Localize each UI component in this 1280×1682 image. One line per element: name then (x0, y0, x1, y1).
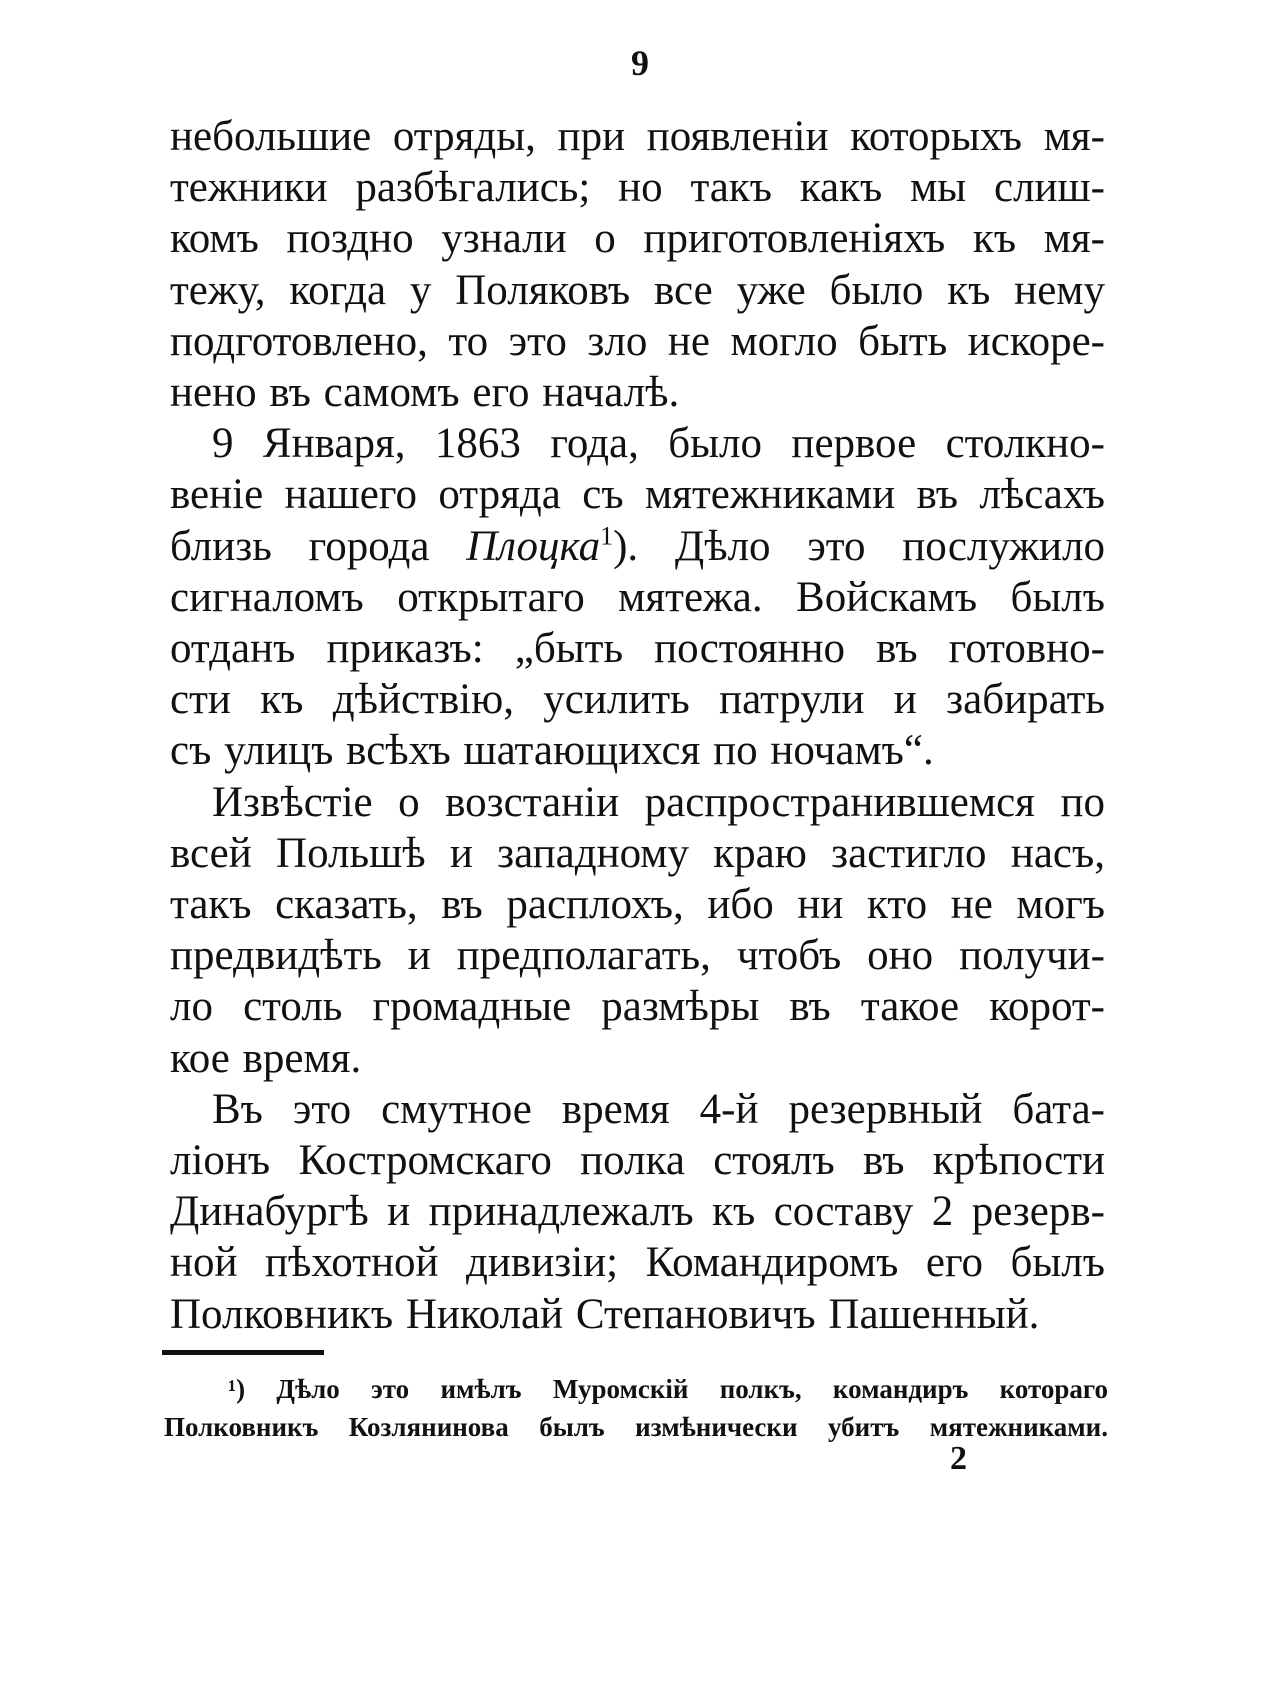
text-line: тежу, когда у Поляковъ все уже было къ нему (170, 267, 1105, 314)
text-line: сти къ дѣйствію, усилить патрули и забирать (170, 676, 1105, 723)
text-line: кое время. (170, 1035, 362, 1082)
text-line: Извѣстіе о возстаніи распространившемся по (212, 779, 1105, 826)
text-line: сигналомъ открытаго мятежа. Войскамъ былъ (170, 574, 1105, 621)
page-number: 9 (631, 43, 649, 83)
footnote-line: Полковникъ Козлянинова былъ измѣнически убитъ мятежниками. (164, 1412, 1108, 1442)
text-line: Динабургѣ и принадлежалъ къ составу 2 резерв- (170, 1188, 1105, 1235)
italic-place-name: Плоцка (466, 523, 601, 570)
text-line: Въ это смутное время 4-й резервный бата- (212, 1086, 1105, 1133)
text-line: съ улицъ всѣхъ шатающихся по ночамъ“. (170, 727, 934, 774)
text-line: веніе нашего отряда съ мятежниками въ лѣсахъ (170, 471, 1105, 518)
text-line: тежники разбѣгались; но такъ какъ мы слиш- (170, 164, 1105, 211)
text-line: предвидѣть и предполагать, чтобъ оно получи- (170, 932, 1105, 979)
text-line: всей Польшѣ и западному краю застигло насъ, (170, 830, 1105, 877)
text-line: такъ сказать, въ расплохъ, ибо ни кто не могъ (170, 881, 1105, 928)
text-line: отданъ приказъ: „быть постоянно въ готовно- (170, 625, 1105, 672)
text-line: нено въ самомъ его началѣ. (170, 369, 680, 416)
text-line: ліонъ Костромскаго полка стоялъ въ крѣпости (170, 1137, 1105, 1184)
text-line: ной пѣхотной дивизіи; Командиромъ его былъ (170, 1239, 1105, 1286)
text-line: ло столь громадные размѣры въ такое корот- (170, 983, 1105, 1030)
footnote-ref: 1 (600, 521, 614, 551)
text-line (170, 522, 1105, 572)
text-segment: ). Дѣло это послужило (613, 523, 1105, 570)
signature-mark: 2 (950, 1440, 967, 1477)
text-line: 9 Января, 1863 года, было первое столкно- (212, 420, 1105, 467)
text-line: Полковникъ Николай Степановичъ Пашенный. (170, 1291, 1040, 1338)
text-line: небольшие отряды, при появленіи которыхъ мя- (170, 113, 1105, 160)
text-line: комъ поздно узнали о приготовленіяхъ къ мя- (170, 215, 1105, 262)
text-line: подготовлено, то это зло не могло быть искоре- (170, 318, 1105, 365)
text-segment: близь города (170, 523, 467, 570)
footnote-line: ¹) Дѣло это имѣлъ Муромскій полкъ, командиръ котораго (228, 1374, 1108, 1404)
footnote-rule (162, 1350, 324, 1355)
